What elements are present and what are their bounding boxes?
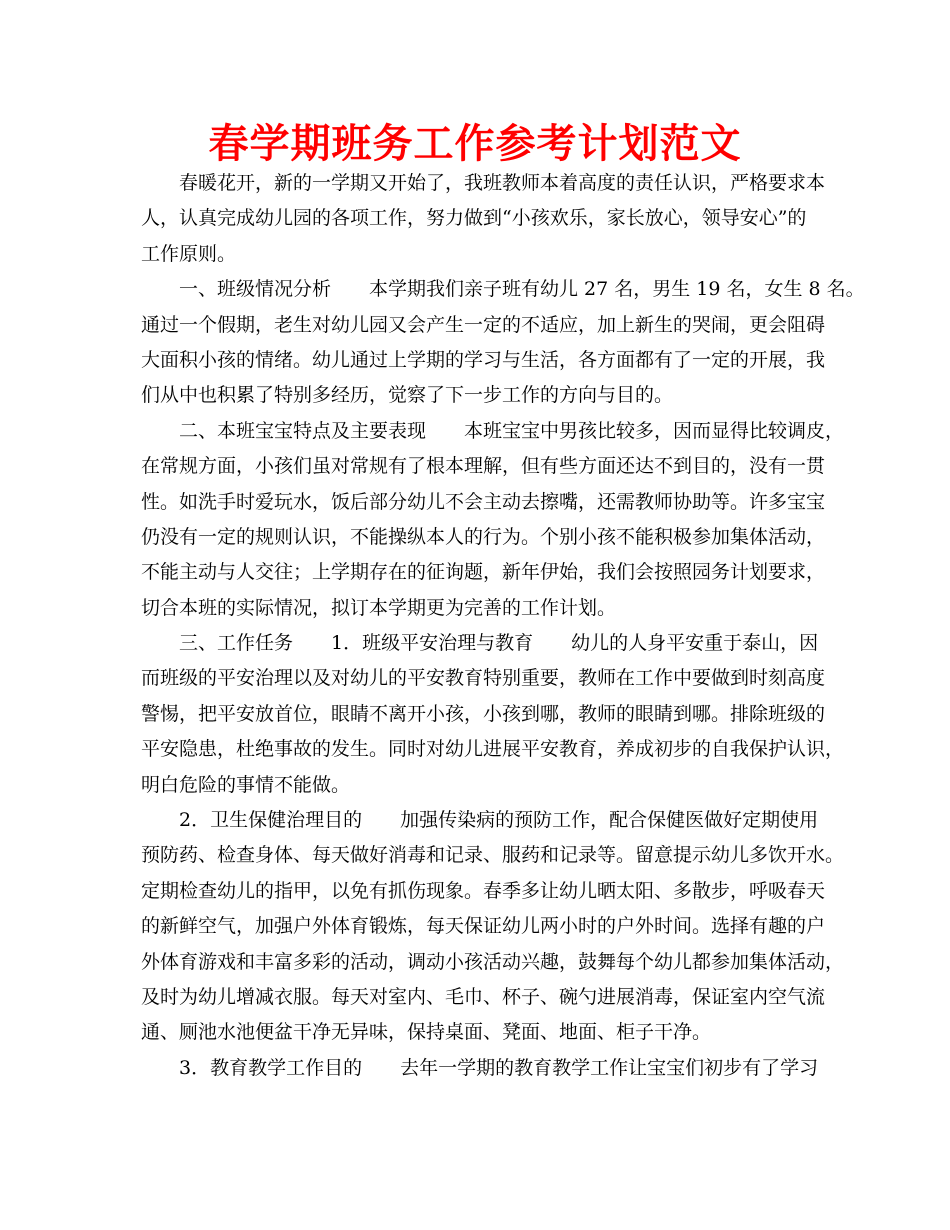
document-title: 春学期班务工作参考计划范文 [208,120,742,167]
text-line: 通、厕池水池便盆干净无异味，保持桌面、凳面、地面、柜子干净。 [141,1021,712,1044]
text-line: 在常规方面，小孩们虽对常规有了根本理解，但有些方面还达不到目的，没有一贯 [141,455,826,478]
text-line: 三、工作任务 1．班级平安治理与教育 幼儿的人身平安重于泰山，因 [179,632,819,655]
text-line: 2．卫生保健治理目的 加强传染病的预防工作，配合保健医做好定期使用 [179,809,819,832]
text-line: 们从中也积累了特别多经历，觉察了下一步工作的方向与目的。 [141,384,674,407]
text-line: 及时为幼儿增减衣服。每天对室内、毛巾、杯子、碗勺进展消毒，保证室内空气流 [141,985,826,1008]
text-line: 二、本班宝宝特点及主要表现 本班宝宝中男孩比较多，因而显得比较调皮， [179,419,845,442]
text-line: 性。如洗手时爱玩水，饭后部分幼儿不会主动去擦嘴，还需教师协助等。许多宝宝 [141,490,826,513]
paragraph [141,626,845,803]
text-line: 大面积小孩的情绪。幼儿通过上学期的学习与生活，各方面都有了一定的开展，我 [141,348,826,371]
text-line: 预防药、检查身体、每天做好消毒和记录、服药和记录等。留意提示幼儿多饮开水。 [141,844,845,867]
text-line: 而班级的平安治理以及对幼儿的平安教育特别重要，教师在工作中要做到时刻高度 [141,667,826,690]
text-line: 工作原则。 [141,242,237,265]
text-line: 仍没有一定的规则认识，不能操纵本人的行为。个别小孩不能积极参加集体活动， [141,525,826,548]
text-line: 的新鲜空气，加强户外体育锻炼，每天保证幼儿两小时的户外时间。选择有趣的户 [141,915,826,938]
text-line: 定期检查幼儿的指甲，以免有抓伤现象。春季多让幼儿晒太阳、多散步，呼吸春天 [141,879,826,902]
text-line: 人，认真完成幼儿园的各项工作，努力做到“小孩欢乐，家长放心，领导安心”的 [141,207,807,230]
paragraph [141,272,865,414]
text-line: 3．教育教学工作目的 去年一学期的教育教学工作让宝宝们初步有了学习 [179,1056,819,1079]
document-body [141,166,865,1086]
text-line: 平安隐患，杜绝事故的发生。同时对幼儿进展平安教育，养成初步的自我保护认识， [141,738,845,761]
text-line: 切合本班的实际情况，拟订本学期更为完善的工作计划。 [141,596,617,619]
paragraph [141,1051,821,1086]
text-line: 不能主动与人交往；上学期存在的征询题，新年伊始，我们会按照园务计划要求， [141,561,826,584]
text-line: 一、班级情况分析 本学期我们亲子班有幼儿 27 名，男生 19 名，女生 8 名。 [179,278,865,301]
text-line: 外体育游戏和丰富多彩的活动，调动小孩活动兴趣，鼓舞每个幼儿都参加集体活动， [141,950,845,973]
text-line: 春暖花开，新的一学期又开始了，我班教师本着高度的责任认识，严格要求本 [179,172,826,194]
text-line: 通过一个假期，老生对幼儿园又会产生一定的不适应，加上新生的哭闹，更会阻碍 [141,313,826,336]
paragraph [141,803,845,1051]
paragraph [141,166,826,272]
paragraph [141,414,845,626]
text-line: 明白危险的事情不能做。 [141,773,351,796]
text-line: 警惕，把平安放首位，眼睛不离开小孩，小孩到哪，教师的眼睛到哪。排除班级的 [141,702,826,725]
